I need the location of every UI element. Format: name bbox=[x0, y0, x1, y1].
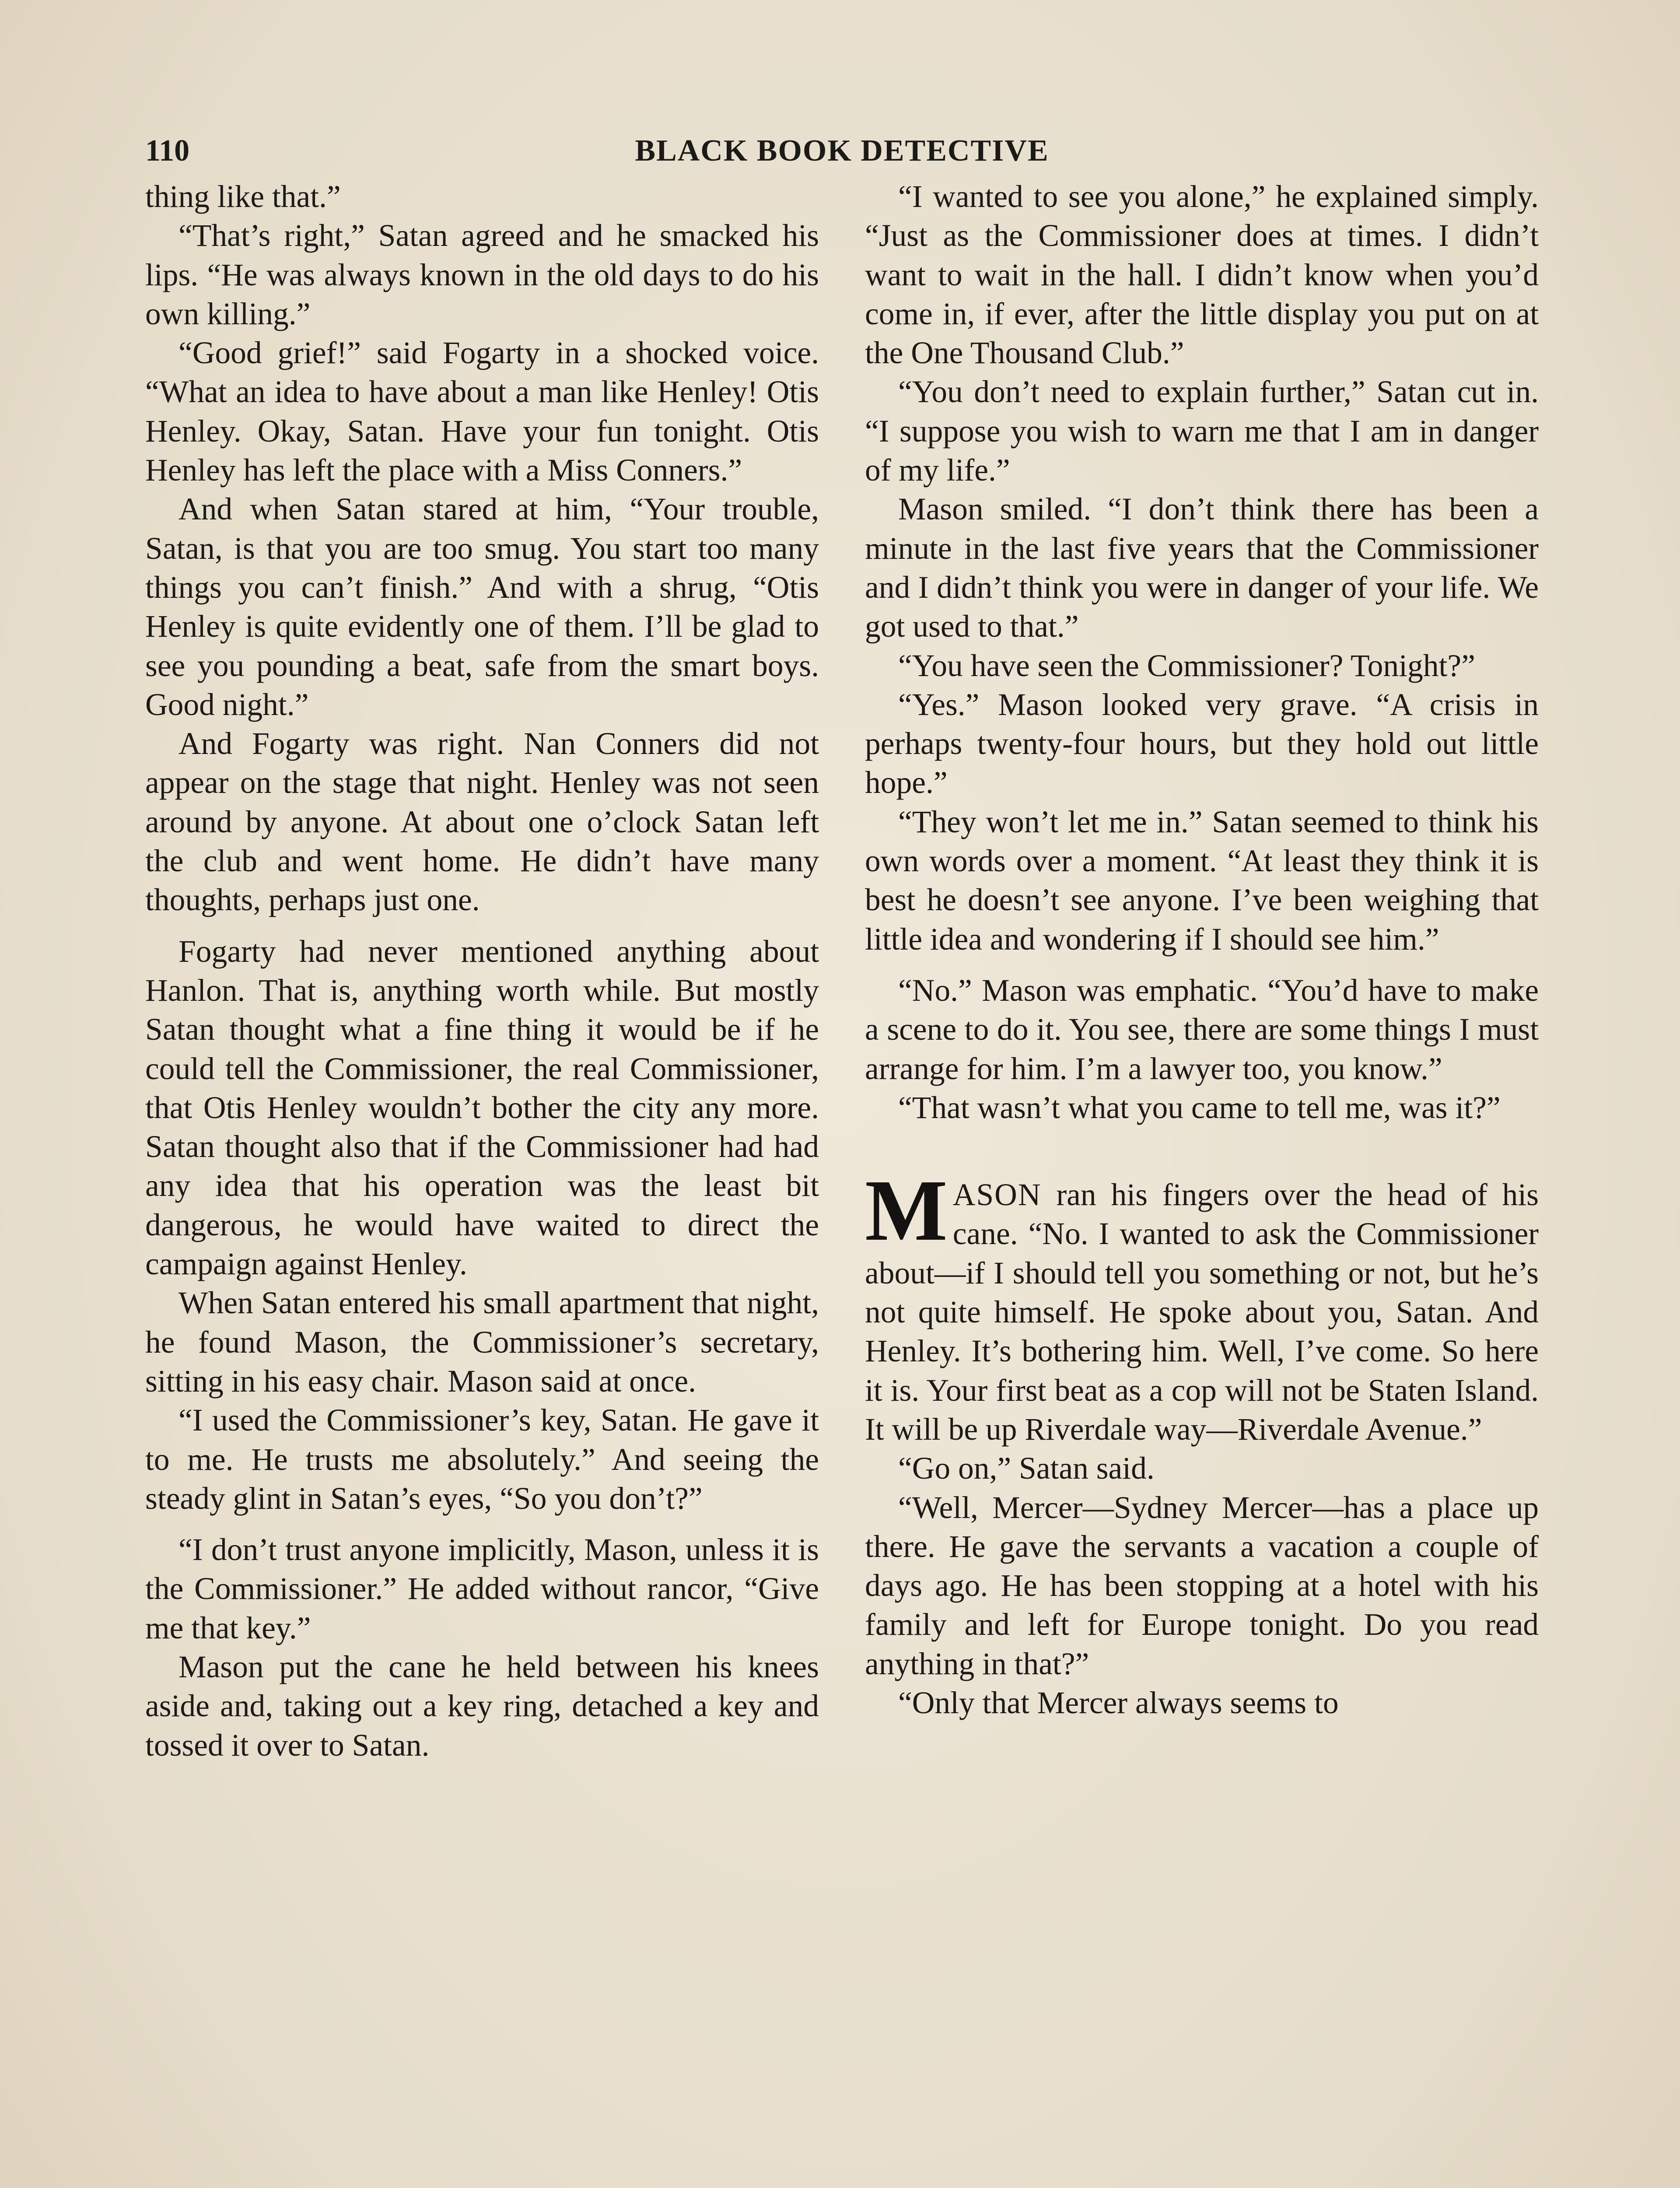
running-title: BLACK BOOK DETECTIVE bbox=[635, 134, 1049, 168]
paragraph: When Satan entered his small apartment that night, he found Mason, the Commissioner’s secretary, sitting in his easy chair. Mason said at once. bbox=[145, 1286, 819, 1399]
section-opening-paragraph bbox=[865, 1162, 1539, 1449]
paragraph: Mason put the cane he held between his knees aside and, taking out a key ring, detached a key and tossed it over to Satan. bbox=[145, 1649, 819, 1763]
paragraph: “Only that Mercer always seems to bbox=[898, 1685, 1339, 1720]
paragraph: “You have seen the Commissioner? Tonight?” bbox=[898, 648, 1475, 683]
right-column bbox=[865, 177, 1539, 1722]
paragraph: “That’s right,” Satan agreed and he smacked his lips. “He was always known in the old days to do his own killing.” bbox=[145, 218, 819, 331]
drop-cap: M bbox=[865, 1162, 948, 1259]
paragraph: Fogarty had never mentioned anything about Hanlon. That is, anything worth while. But mostly Satan thought what a fine thing it would be if he could tell the Commissioner, the real Commissioner, that Otis Henley wouldn’t bother the city any more. Satan thought also that if the Commissioner had had any idea that his operation was the least bit dangerous, he would have waited to direct the campaign against Henley. bbox=[145, 934, 819, 1282]
paragraph: “That wasn’t what you came to tell me, was it?” bbox=[898, 1090, 1501, 1125]
paragraph: “I used the Commissioner’s key, Satan. He gave it to me. He trusts me absolutely.” And seeing the steady glint in Satan’s eyes, “So you don’t?” bbox=[145, 1403, 819, 1516]
paragraph: Mason smiled. “I don’t think there has been a minute in the last five years that the Commissioner and I didn’t think you were in danger of your life. We got used to that.” bbox=[865, 492, 1539, 644]
paragraph: And when Satan stared at him, “Your trouble, Satan, is that you are too smug. You start too many things you can’t finish.” And with a shrug, “Otis Henley is quite evidently one of them. I’ll be glad to see you pounding a beat, safe from the smart boys. Good night.” bbox=[145, 492, 819, 722]
paragraph: “They won’t let me in.” Satan seemed to think his own words over a moment. “At least they think it is best he doesn’t see anyone. I’ve been weighing that little idea and wondering if I should see him.” bbox=[865, 804, 1539, 957]
paragraph: “Well, Mercer—Sydney Mercer—has a place up there. He gave the servants a vacation a couple of days ago. He has been stopping at a hotel with his family and left for Europe tonight. Do you read anything in that?” bbox=[865, 1490, 1539, 1681]
section-opening-text: ran his fingers over the head of his cane. “No. I wanted to ask the Commissioner about—if I should tell you something or not, but he’s not quite himself. He spoke about you, Satan. And Henley. It’s bothering him. Well, I’ve come. So here it is. Your first beat as a cop will not be Staten Island. It will be up Riverdale way—Riverdale Avenue.” bbox=[865, 1178, 1539, 1447]
paragraph: “You don’t need to explain further,” Satan cut in. “I suppose you wish to warn me that I am in danger of my life.” bbox=[865, 375, 1539, 488]
paragraph: And Fogarty was right. Nan Conners did not appear on the stage that night. Henley was not seen around by anyone. At about one o’clock Satan left the club and went home. He didn’t have many thoughts, perhaps just one. bbox=[145, 726, 819, 918]
paragraph: “Good grief!” said Fogarty in a shocked voice. “What an idea to have about a man like Henley! Otis Henley. Okay, Satan. Have your fun tonight. Otis Henley has left the place with a Miss Conners.” bbox=[145, 336, 819, 488]
paragraph: “No.” Mason was emphatic. “You’d have to make a scene to do it. You see, there are some things I must arrange for him. I’m a lawyer too, you know.” bbox=[865, 973, 1539, 1086]
lead-in-word: ASON bbox=[952, 1178, 1042, 1213]
page-header bbox=[145, 133, 1539, 173]
paragraph: “I wanted to see you alone,” he explained simply. “Just as the Commissioner does at times. I didn’t want to wait in the hall. I didn’t know when you’d come in, if ever, after the little display you put on at the One Thousand Club.” bbox=[865, 179, 1539, 371]
paragraph: “Yes.” Mason looked very grave. “A crisis in perhaps twenty-four hours, but they hold out little hope.” bbox=[865, 687, 1539, 800]
page-number: 110 bbox=[145, 134, 190, 168]
left-column bbox=[145, 177, 819, 1765]
paragraph: thing like that.” bbox=[145, 179, 341, 214]
paragraph: “Go on,” Satan said. bbox=[898, 1451, 1155, 1486]
paragraph: “I don’t trust anyone implicitly, Mason, unless it is the Commissioner.” He added without rancor, “Give me that key.” bbox=[145, 1532, 819, 1645]
